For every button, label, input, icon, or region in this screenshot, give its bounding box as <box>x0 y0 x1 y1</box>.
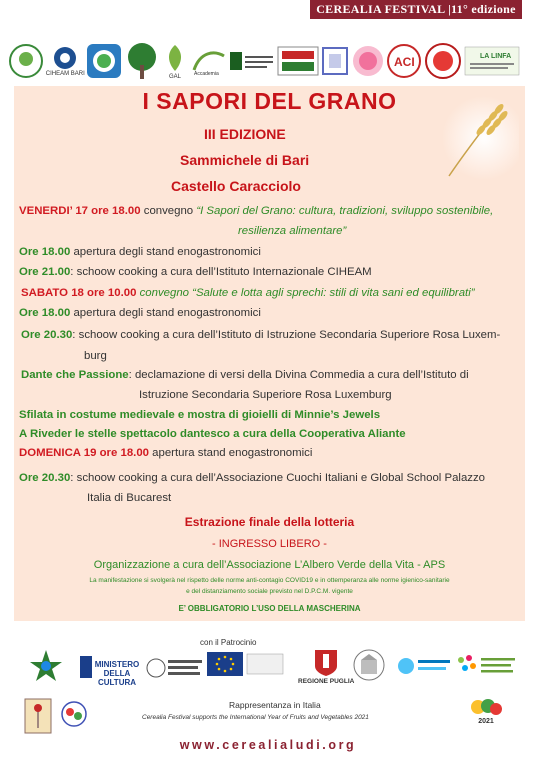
svg-text:ACI: ACI <box>394 55 416 69</box>
organization-label: Organizzazione a cura dell’Associazione L’Albero Verde della Vita - APS <box>93 559 446 571</box>
logo-gal: GAL <box>162 43 188 80</box>
schedule-line: Ore 18.00 apertura degli stand enogastronomici <box>19 246 261 258</box>
logo-rosa-luxemburg <box>277 46 319 76</box>
logo-european-commission <box>207 652 287 682</box>
covid-notice-1: La manifestazione si svolgerà nel rispetto delle norme anti-contagio COVID19 e in ottemperanza alle norme igienico-sanitarie <box>89 577 450 584</box>
logo-rete-italiana <box>455 652 519 680</box>
logo-globe <box>86 43 122 79</box>
logo-cerealia <box>24 698 52 734</box>
schedule-line: Dante che Passione: declamazione di versi della Divina Commedia a cura dell’Istituto di <box>21 369 469 381</box>
logo-ciheam: CIHEAM BARI <box>46 46 85 77</box>
poster-title: I SAPORI DEL GRANO <box>142 88 397 114</box>
covid-notice-2: e del distanziamento sociale previsto nel D.P.C.M. vigente <box>186 588 353 595</box>
logo-fondazione <box>396 654 452 678</box>
schedule-line: Italia di Bucarest <box>87 492 172 504</box>
logo-ministero-cultura: MINISTERO DELLA CULTURA <box>80 656 140 678</box>
website-link[interactable]: www.cerealialudi.org <box>179 738 357 752</box>
event-poster <box>14 86 525 621</box>
patron-logos <box>0 638 536 696</box>
logo-accademia <box>190 46 228 76</box>
logo-associazione <box>229 48 275 74</box>
schedule-line: Istruzione Secondaria Superiore Rosa Luxemburg <box>139 389 392 401</box>
logo-regione-puglia: REGIONE PUGLIA <box>298 648 354 685</box>
lottery-label: Estrazione finale della lotteria <box>184 515 355 529</box>
logo-frame <box>321 46 349 76</box>
schedule-line: Ore 18.00 apertura degli stand enogastronomici <box>19 307 261 319</box>
schedule-line: Ore 21.00: schoow cooking a cura dell’Istituto Internazionale CIHEAM <box>19 266 372 278</box>
logo-la-linfa <box>464 46 520 76</box>
logo-pink <box>351 44 385 78</box>
festival-badge: CEREALIA FESTIVAL |11° edizione <box>310 0 522 19</box>
svg-text:LA LINFA: LA LINFA <box>479 53 512 60</box>
logo-fruits-year <box>58 700 90 730</box>
schedule-line: DOMENICA 19 ore 18.00 apertura stand enogastronomici <box>19 447 313 459</box>
logo-circle-green <box>8 43 44 79</box>
schedule-line: resilienza alimentare” <box>238 225 347 237</box>
supports-label: Cerealia Festival supports the International Year of Fruits and Vegetables 2021 <box>142 714 369 721</box>
mask-notice: E’ OBBLIGATORIO L’USO DELLA MASCHERINA <box>178 604 361 613</box>
schedule-line: VENERDI’ 17 ore 18.00 convegno “I Sapori del Grano: cultura, tradizioni, sviluppo sostenibile, <box>19 205 494 217</box>
logo-comune <box>352 648 386 682</box>
logo-round-red <box>424 42 462 80</box>
venue-label: Castello Caracciolo <box>171 178 301 194</box>
logo-aci <box>386 43 422 79</box>
patrocinio-label: con il Patrocinio <box>200 638 257 647</box>
logo-universita-bari <box>146 656 204 680</box>
schedule-line: Sfilata in costume medievale e mostra di gioielli di Minnie’s Jewels <box>19 409 381 421</box>
edition-label: III EDIZIONE <box>204 126 286 142</box>
free-entry-label: - INGRESSO LIBERO - <box>212 538 327 550</box>
svg-text:Accademia: Accademia <box>193 71 219 76</box>
sponsor-logo-row <box>8 36 520 86</box>
place-label: Sammichele di Bari <box>180 152 310 168</box>
schedule-line: SABATO 18 ore 10.00 convegno “Salute e lotta agli sprechi: stili di vita sani ed equilibrati” <box>21 287 475 299</box>
schedule-line: Ore 20.30: schoow cooking a cura dell’Associazione Cuochi Italiani e Global School Palazzo <box>19 472 486 484</box>
logo-anno-frutta: 2021 <box>466 696 506 725</box>
schedule-line: burg <box>84 350 107 362</box>
logo-ministero-transizione <box>26 648 66 682</box>
rappresentanza-label: Rappresentanza in Italia <box>229 700 321 710</box>
schedule-line: A Riveder le stelle spettacolo dantesco a cura della Cooperativa Aliante <box>19 428 406 440</box>
schedule-line: Ore 20.30: schoow cooking a cura dell’Istituto di Istruzione Secondaria Superiore Rosa Luxem- <box>21 329 501 341</box>
logo-tree <box>124 41 160 81</box>
